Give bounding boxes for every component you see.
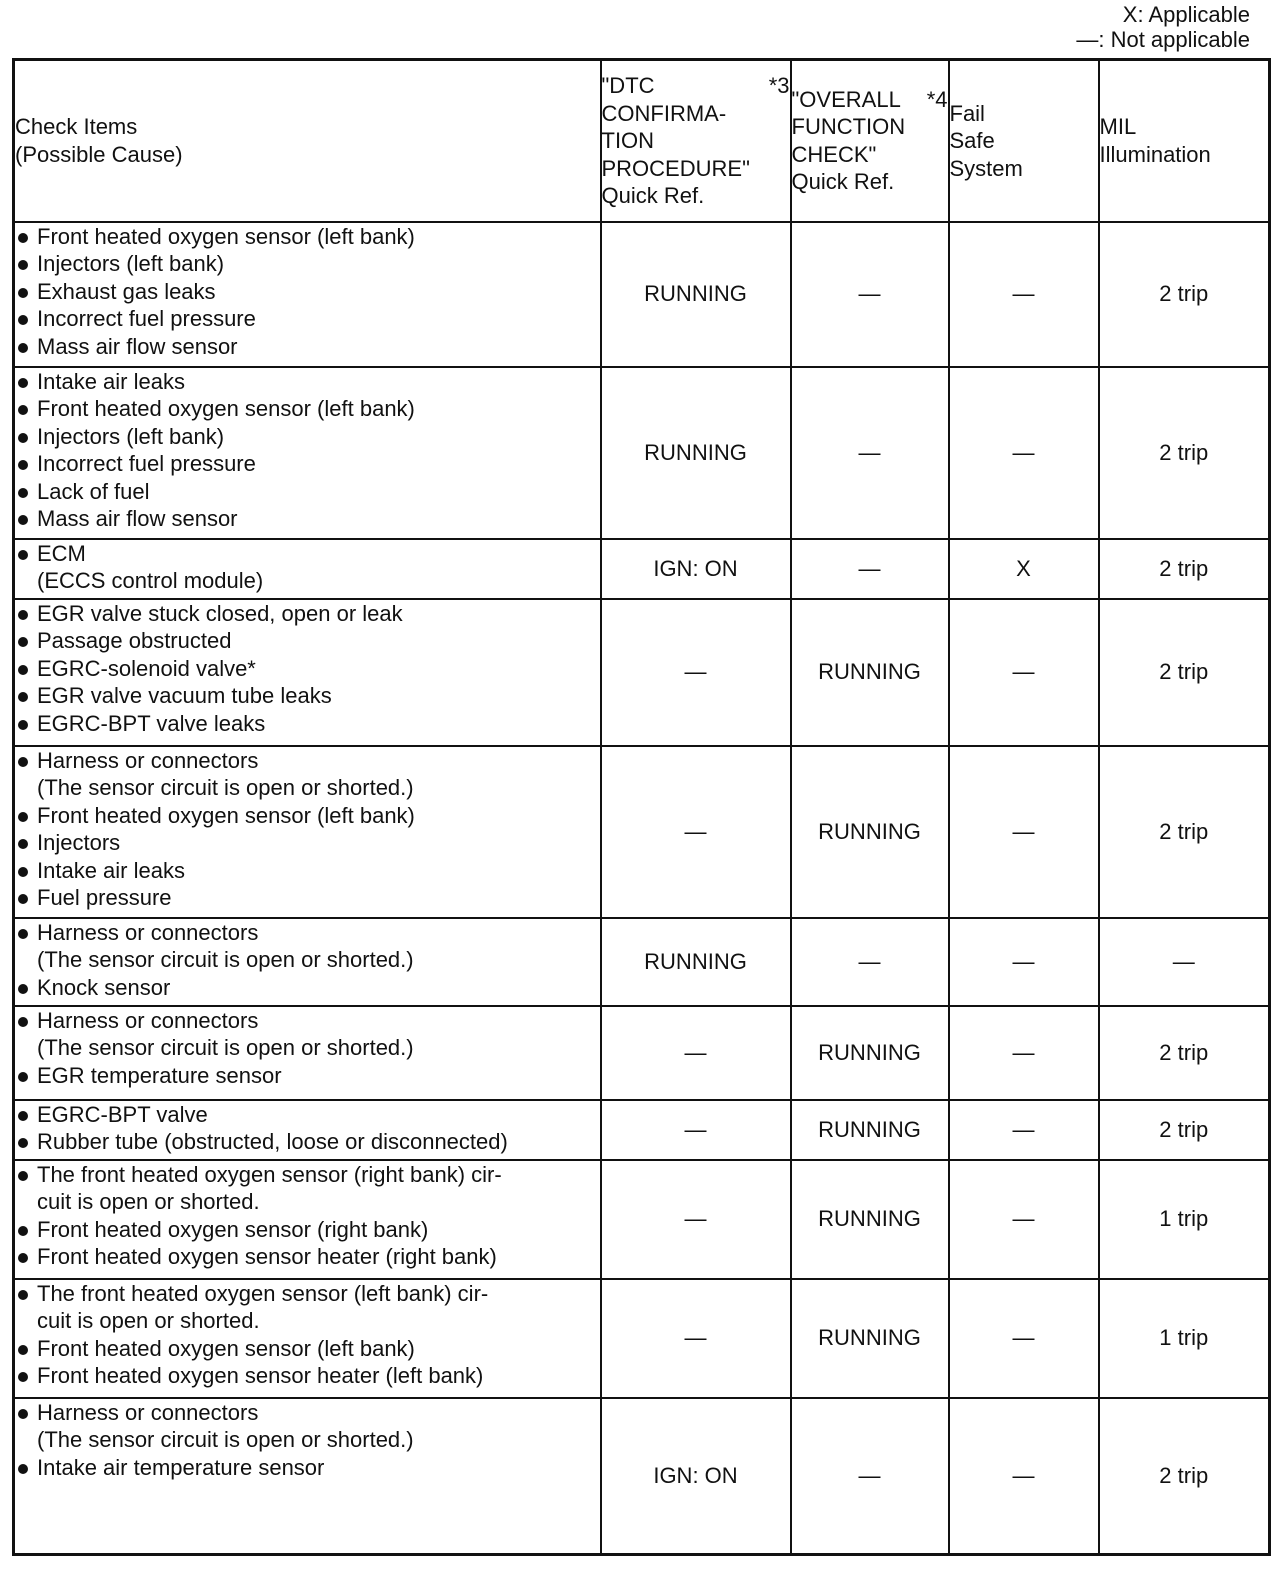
check-item: EGRC-BPT valve — [15, 1101, 600, 1129]
fail-safe-cell: — — [949, 1006, 1099, 1100]
check-item: Harness or connectors — [15, 1399, 600, 1427]
fail-safe-cell: — — [949, 918, 1099, 1006]
check-item: EGRC-solenoid valve* — [15, 655, 600, 683]
check-item: Fuel pressure — [15, 884, 600, 912]
table-row — [14, 539, 1270, 599]
mil-cell: 2 trip — [1099, 1398, 1270, 1555]
check-item-note: (The sensor circuit is open or shorted.) — [37, 947, 414, 972]
header-mil-illumination — [1099, 60, 1270, 222]
legend — [1076, 2, 1250, 52]
check-item: Intake air leaks — [15, 368, 600, 396]
dtc-cell: — — [601, 746, 791, 918]
check-item-note: (The sensor circuit is open or shorted.) — [37, 775, 414, 800]
dtc-cell: — — [601, 1160, 791, 1279]
fail-safe-cell: — — [949, 367, 1099, 539]
check-item: Front heated oxygen sensor (left bank) — [15, 802, 600, 830]
header-fail-safe-system — [949, 60, 1099, 222]
check-item: Incorrect fuel pressure — [15, 450, 600, 478]
check-item: Passage obstructed — [15, 627, 600, 655]
table-row — [14, 1006, 1270, 1100]
overall-check-cell: RUNNING — [791, 1006, 949, 1100]
header-line: Check Items — [15, 114, 138, 140]
mil-cell: 2 trip — [1099, 367, 1270, 539]
check-item: Mass air flow sensor — [15, 505, 600, 533]
fail-safe-cell: — — [949, 1398, 1099, 1555]
header-line: Quick Ref. — [601, 183, 705, 208]
dtc-cell: RUNNING — [601, 222, 791, 367]
check-item: Front heated oxygen sensor heater (left bank) — [15, 1362, 600, 1390]
check-item: ECM — [15, 540, 600, 568]
check-item: Injectors — [15, 829, 600, 857]
dtc-cell: — — [601, 1006, 791, 1100]
check-items-cell — [14, 1100, 601, 1160]
check-item: Front heated oxygen sensor (right bank) — [15, 1216, 600, 1244]
check-item: Harness or connectors — [15, 1007, 600, 1035]
check-item-note: (ECCS control module) — [37, 568, 264, 593]
check-item: Front heated oxygen sensor (left bank) — [15, 223, 600, 251]
table-row — [14, 367, 1270, 539]
mil-cell: 2 trip — [1099, 539, 1270, 599]
header-line: FUNCTION — [791, 114, 906, 140]
check-items-cell — [14, 1279, 601, 1398]
table-row — [14, 1279, 1270, 1398]
header-line: Quick Ref. — [791, 169, 895, 195]
check-item: EGR valve stuck closed, open or leak — [15, 600, 600, 628]
table-row — [14, 599, 1270, 746]
check-item: Front heated oxygen sensor heater (right bank) — [15, 1243, 600, 1271]
header-line: Illumination — [1099, 141, 1211, 167]
check-item: Injectors (left bank) — [15, 423, 600, 451]
footnote-reference: *4 — [926, 86, 948, 112]
header-line: MIL — [1099, 114, 1137, 140]
overall-check-cell: RUNNING — [791, 599, 949, 746]
check-item: Front heated oxygen sensor (left bank) — [15, 1335, 600, 1363]
header-line: TION — [601, 128, 655, 153]
fail-safe-cell: X — [949, 539, 1099, 599]
diagnostic-table — [12, 58, 1271, 1556]
check-item: Harness or connectors — [15, 747, 600, 775]
header-check-items — [14, 60, 601, 222]
dtc-cell: RUNNING — [601, 918, 791, 1006]
mil-cell: 1 trip — [1099, 1279, 1270, 1398]
table-body — [14, 222, 1270, 1555]
header-dtc-confirmation — [601, 60, 791, 222]
check-item: Intake air temperature sensor — [15, 1454, 600, 1482]
dtc-cell: IGN: ON — [601, 1398, 791, 1555]
header-line: CONFIRMA- — [601, 100, 727, 126]
dtc-cell: — — [601, 1279, 791, 1398]
check-item: Rubber tube (obstructed, loose or disconnected) — [15, 1128, 600, 1156]
header-overall-function-check — [791, 60, 949, 222]
fail-safe-cell: — — [949, 222, 1099, 367]
overall-check-cell: — — [791, 1398, 949, 1555]
header-line: CHECK" — [791, 141, 877, 167]
fail-safe-cell: — — [949, 746, 1099, 918]
overall-check-cell: RUNNING — [791, 1160, 949, 1279]
fail-safe-cell: — — [949, 1100, 1099, 1160]
table-row — [14, 918, 1270, 1006]
table-row — [14, 1160, 1270, 1279]
footnote-reference: *3 — [768, 73, 790, 98]
mil-cell: 2 trip — [1099, 1006, 1270, 1100]
dtc-cell: IGN: ON — [601, 539, 791, 599]
overall-check-cell: — — [791, 918, 949, 1006]
fail-safe-cell: — — [949, 1160, 1099, 1279]
overall-check-cell: RUNNING — [791, 1100, 949, 1160]
check-item: Lack of fuel — [15, 478, 600, 506]
table-row — [14, 1398, 1270, 1555]
fail-safe-cell: — — [949, 599, 1099, 746]
check-item: Knock sensor — [15, 974, 600, 1002]
check-item: The front heated oxygen sensor (left bank) cir- — [15, 1280, 600, 1308]
dtc-cell: — — [601, 599, 791, 746]
header-line: System — [949, 155, 1023, 181]
check-items-cell — [14, 599, 601, 746]
header-row — [14, 60, 1270, 222]
check-item: Front heated oxygen sensor (left bank) — [15, 395, 600, 423]
overall-check-cell: RUNNING — [791, 1279, 949, 1398]
check-item: Incorrect fuel pressure — [15, 305, 600, 333]
check-items-cell — [14, 918, 601, 1006]
table-row — [14, 746, 1270, 918]
check-item-note: cuit is open or shorted. — [37, 1308, 260, 1333]
check-item-note: cuit is open or shorted. — [37, 1189, 260, 1214]
header-line: Safe — [949, 128, 995, 153]
table-row — [14, 1100, 1270, 1160]
mil-cell: 2 trip — [1099, 599, 1270, 746]
overall-check-cell: — — [791, 539, 949, 599]
legend-applicable: X: Applicable — [1122, 2, 1250, 27]
header-line: Fail — [949, 100, 985, 126]
check-items-cell — [14, 1006, 601, 1100]
overall-check-cell: — — [791, 222, 949, 367]
fail-safe-cell: — — [949, 1279, 1099, 1398]
legend-not-applicable: —: Not applicable — [1076, 27, 1250, 52]
check-items-cell — [14, 222, 601, 367]
header-line: *3 "DTC — [601, 73, 790, 98]
check-items-cell — [14, 539, 601, 599]
mil-cell: — — [1099, 918, 1270, 1006]
overall-check-cell: RUNNING — [791, 746, 949, 918]
check-item: Mass air flow sensor — [15, 333, 600, 361]
check-item-note: (The sensor circuit is open or shorted.) — [37, 1035, 414, 1060]
check-item: Injectors (left bank) — [15, 250, 600, 278]
check-item: EGR valve vacuum tube leaks — [15, 682, 600, 710]
overall-check-cell: — — [791, 367, 949, 539]
check-item: The front heated oxygen sensor (right bank) cir- — [15, 1161, 600, 1189]
header-line: PROCEDURE" — [601, 155, 750, 181]
check-item-note: (The sensor circuit is open or shorted.) — [37, 1427, 414, 1452]
check-item: EGRC-BPT valve leaks — [15, 710, 600, 738]
check-item: Harness or connectors — [15, 919, 600, 947]
check-items-cell — [14, 746, 601, 918]
check-items-cell — [14, 1398, 601, 1555]
dtc-cell: RUNNING — [601, 367, 791, 539]
mil-cell: 2 trip — [1099, 1100, 1270, 1160]
table-row — [14, 222, 1270, 367]
check-item: Intake air leaks — [15, 857, 600, 885]
dtc-cell: — — [601, 1100, 791, 1160]
check-item: Exhaust gas leaks — [15, 278, 600, 306]
header-line: *4 "OVERALL — [791, 86, 948, 112]
header-line: (Possible Cause) — [15, 141, 183, 167]
check-items-cell — [14, 1160, 601, 1279]
mil-cell: 1 trip — [1099, 1160, 1270, 1279]
check-item: EGR temperature sensor — [15, 1062, 600, 1090]
mil-cell: 2 trip — [1099, 746, 1270, 918]
check-items-cell — [14, 367, 601, 539]
mil-cell: 2 trip — [1099, 222, 1270, 367]
